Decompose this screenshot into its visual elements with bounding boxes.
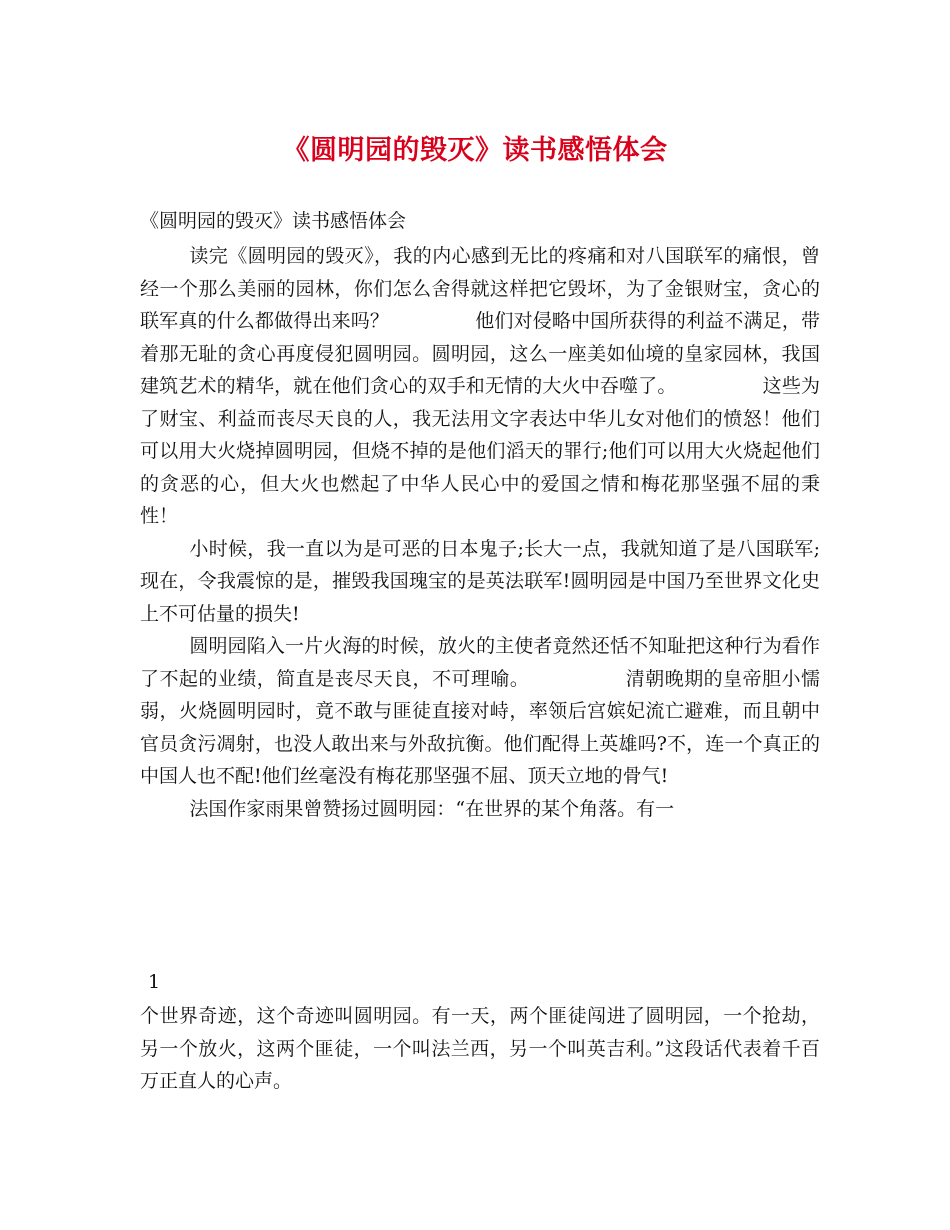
document-title: 《圆明园的毁灭》读书感悟体会	[282, 135, 668, 166]
paragraph: 个世界奇迹，这个奇迹叫圆明园。有一天，两个匪徒闯进了圆明园，一个抢劫，另一个放火，这两个匪徒，一个叫法兰西，另一个叫英吉利。”这段话代表着千百万正直人的心声。	[140, 1005, 820, 1092]
paragraph: 小时候，我一直以为是可恶的日本鬼子;长大一点，我就知道了是八国联军;现在，令我震惊的是，摧毁我国瑰宝的是英法联军!圆明园是中国乃至世界文化史上不可估量的损失!	[140, 537, 820, 625]
page-number: 1	[148, 971, 161, 993]
paragraph-text: 他们对侵略中国所获得的利益不满足，带着那无耻的贪心再度侵犯圆明园。圆明园，这么一座美如仙境的皇家园林，我国建筑艺术的精华，就在他们贪心的双手和无情的大火中吞噬了。	[140, 310, 820, 397]
paragraph	[140, 240, 820, 533]
body-text-block	[140, 240, 820, 825]
document-subtitle: 《圆明园的毁灭》读书感悟体会	[140, 210, 407, 232]
paragraph	[140, 630, 820, 793]
paragraph-text: 读完《圆明园的毁灭》，我的内心感到无比的疼痛和对八国联军的痛恨，曾经一个那么美丽的园林，你们怎么舍得就这样把它毁坏，为了金银财宝，贪心的联军真的什么都做得出来吗？	[140, 245, 820, 332]
paragraph-text: 圆明园陷入一片火海的时候，放火的主使者竟然还恬不知耻把这种行为看作了不起的业绩，简直是丧尽天良，不可理喻。	[140, 635, 820, 690]
body-text-block-continued	[140, 1000, 820, 1098]
paragraph-text: 清朝晚期的皇帝胆小懦弱，火烧圆明园时，竟不敢与匪徒直接对峙，率领后宫嫔妃流亡避难，而且朝中官员贪污凋射，也没人敢出来与外敌抗衡。他们配得上英雄吗?不，连一个真正的中国人也不配!他们丝毫没有梅花那坚强不屈、顶天立地的骨气!	[140, 667, 820, 787]
paragraph: 法国作家雨果曾赞扬过圆明园：“在世界的某个角落。有一	[189, 797, 675, 820]
paragraph-text: 这些为了财宝、利益而丧尽天良的人，我无法用文字表达中华儿女对他们的愤怒！他们可以用大火烧掉圆明园，但烧不掉的是他们滔天的罪行;他们可以用大火烧起他们的贪恶的心，但大火也燃起了中华人民心中的爱国之情和梅花那坚强不屈的秉性！	[140, 375, 820, 527]
